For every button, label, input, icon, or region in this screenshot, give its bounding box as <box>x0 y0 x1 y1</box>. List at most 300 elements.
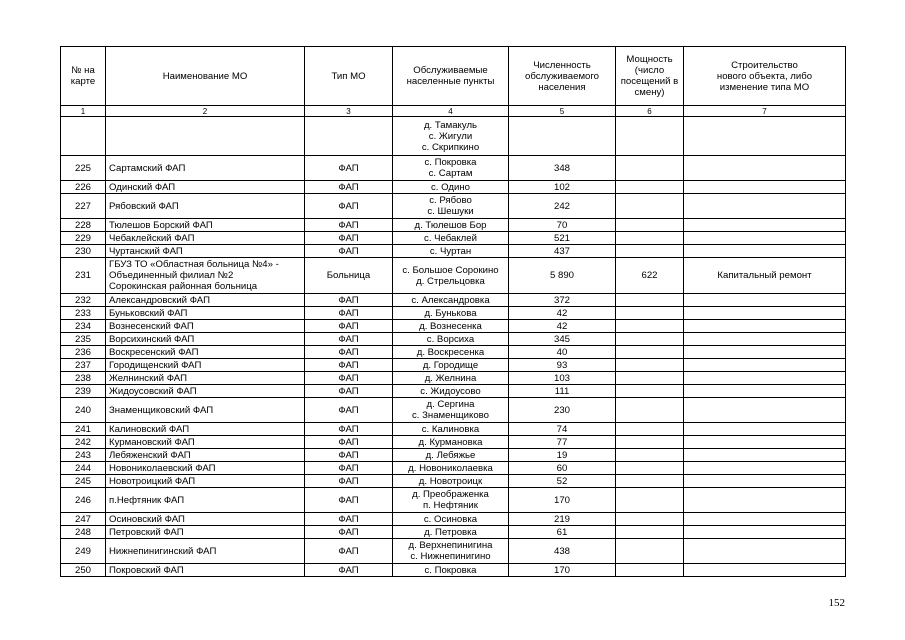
map-number-cell: 237 <box>61 359 106 372</box>
table-row <box>61 385 846 398</box>
table-row <box>61 359 846 372</box>
table-row <box>61 333 846 346</box>
settlements-cell <box>393 258 509 294</box>
settlements-cell <box>393 320 509 333</box>
map-number-cell: 225 <box>61 156 106 181</box>
cell-line: с. Александровка <box>411 294 490 306</box>
capacity-cell <box>616 372 684 385</box>
cell-line: Городищенский ФАП <box>109 359 202 371</box>
facility-name-cell <box>106 462 305 475</box>
facility-type-cell: ФАП <box>305 232 393 245</box>
table-row <box>61 181 846 194</box>
table-row <box>61 513 846 526</box>
map-number-cell: 236 <box>61 346 106 359</box>
table-row <box>61 294 846 307</box>
capacity-cell <box>616 232 684 245</box>
facility-type-cell: ФАП <box>305 526 393 539</box>
facility-name-cell <box>106 423 305 436</box>
cell-line: Буньковский ФАП <box>109 307 188 319</box>
cell-line: Объединенный филиал №2 <box>109 270 234 281</box>
table-row <box>61 564 846 577</box>
population-cell: 40 <box>509 346 616 359</box>
cell-line: с. Одино <box>431 181 470 193</box>
facility-type-cell: ФАП <box>305 320 393 333</box>
cell-line: д. Вознесенка <box>419 320 482 332</box>
capacity-cell: 622 <box>616 258 684 294</box>
header-cell <box>616 47 684 106</box>
map-number-cell: 246 <box>61 488 106 513</box>
construction-cell <box>684 346 846 359</box>
population-cell: 219 <box>509 513 616 526</box>
settlements-cell <box>393 232 509 245</box>
map-number-cell: 235 <box>61 333 106 346</box>
capacity-cell <box>616 307 684 320</box>
capacity-cell <box>616 359 684 372</box>
population-cell: 70 <box>509 219 616 232</box>
header-cell <box>684 47 846 106</box>
cell-line: изменение типа МО <box>719 81 810 93</box>
map-number-cell: 230 <box>61 245 106 258</box>
facility-type-cell: ФАП <box>305 219 393 232</box>
table-row <box>61 462 846 475</box>
cell-line: с. Покровка <box>424 564 477 576</box>
cell-line: с. Сартам <box>428 168 473 179</box>
cell-line: Петровский ФАП <box>109 526 184 538</box>
facility-name-cell <box>106 513 305 526</box>
facility-name-cell <box>106 475 305 488</box>
capacity-cell <box>616 436 684 449</box>
facility-name-cell <box>106 245 305 258</box>
map-number-cell: 250 <box>61 564 106 577</box>
facility-name-cell <box>106 181 305 194</box>
cell-line: Мощность <box>626 54 673 65</box>
facility-type-cell: ФАП <box>305 475 393 488</box>
cell-line: с. Знаменщиково <box>411 410 489 421</box>
population-cell: 437 <box>509 245 616 258</box>
cell-line: карте <box>70 76 96 87</box>
capacity-cell <box>616 539 684 564</box>
facility-name-cell <box>106 232 305 245</box>
map-number-cell: 234 <box>61 320 106 333</box>
cell-line: с. Рябово <box>429 195 472 206</box>
facility-name-cell <box>106 333 305 346</box>
map-number-cell: 233 <box>61 307 106 320</box>
facility-name-cell <box>106 320 305 333</box>
cell-line: Воскресенский ФАП <box>109 346 199 358</box>
construction-cell <box>684 294 846 307</box>
capacity-cell <box>616 181 684 194</box>
facilities-table <box>60 46 846 577</box>
header-cell <box>509 47 616 106</box>
cell-line: д. Стрельцовка <box>416 275 485 287</box>
population-cell: 111 <box>509 385 616 398</box>
settlements-cell <box>393 462 509 475</box>
capacity-cell <box>616 320 684 333</box>
header-cell <box>305 47 393 106</box>
facility-name-cell <box>106 539 305 564</box>
facility-type-cell: ФАП <box>305 294 393 307</box>
construction-cell: Капитальный ремонт <box>684 258 846 294</box>
map-number-cell: 238 <box>61 372 106 385</box>
settlements-cell <box>393 156 509 181</box>
population-cell: 60 <box>509 462 616 475</box>
table-cell <box>106 117 305 156</box>
facility-type-cell: ФАП <box>305 449 393 462</box>
map-number-cell: 226 <box>61 181 106 194</box>
table-row <box>61 488 846 513</box>
cell-line: Тюлешов Борский ФАП <box>109 219 213 231</box>
header-cell <box>393 47 509 106</box>
column-number: 5 <box>509 106 616 117</box>
population-cell: 5 890 <box>509 258 616 294</box>
cell-line: Чуртанский ФАП <box>109 245 183 257</box>
facility-type-cell: ФАП <box>305 346 393 359</box>
construction-cell <box>684 513 846 526</box>
population-cell: 170 <box>509 564 616 577</box>
table-row <box>61 526 846 539</box>
facility-type-cell: ФАП <box>305 423 393 436</box>
cell-line: ГБУЗ ТО «Областная больница №4» - <box>109 259 279 270</box>
construction-cell <box>684 488 846 513</box>
column-number: 1 <box>61 106 106 117</box>
map-number-cell: 243 <box>61 449 106 462</box>
construction-cell <box>684 398 846 423</box>
facility-name-cell <box>106 526 305 539</box>
capacity-cell <box>616 219 684 232</box>
construction-cell <box>684 449 846 462</box>
table-row <box>61 436 846 449</box>
cell-line: Александровский ФАП <box>109 294 210 306</box>
capacity-cell <box>616 475 684 488</box>
settlements-cell <box>393 539 509 564</box>
column-number: 6 <box>616 106 684 117</box>
settlements-cell <box>393 359 509 372</box>
cell-line: Новотроицкий ФАП <box>109 475 196 487</box>
cell-line: смену) <box>634 87 665 98</box>
population-cell: 170 <box>509 488 616 513</box>
table-row <box>61 475 846 488</box>
settlements-cell <box>393 564 509 577</box>
cell-line: обслуживаемого <box>524 70 599 82</box>
table-cell <box>684 117 846 156</box>
cell-line: нового объекта, либо <box>716 70 813 82</box>
facility-type-cell: ФАП <box>305 156 393 181</box>
table-row <box>61 194 846 219</box>
facility-type-cell: ФАП <box>305 436 393 449</box>
settlements-cell <box>393 385 509 398</box>
population-cell: 93 <box>509 359 616 372</box>
header-cell <box>106 47 305 106</box>
column-number: 2 <box>106 106 305 117</box>
construction-cell <box>684 372 846 385</box>
header-row <box>61 47 846 106</box>
column-number: 3 <box>305 106 393 117</box>
facility-type-cell: ФАП <box>305 194 393 219</box>
facility-name-cell <box>106 359 305 372</box>
cell-line: Вознесенский ФАП <box>109 320 194 332</box>
population-cell: 103 <box>509 372 616 385</box>
facility-name-cell <box>106 564 305 577</box>
cell-line: Лебяженский ФАП <box>109 449 191 461</box>
facility-name-cell <box>106 294 305 307</box>
map-number-cell: 227 <box>61 194 106 219</box>
facility-type-cell: Больница <box>305 258 393 294</box>
population-cell: 230 <box>509 398 616 423</box>
construction-cell <box>684 385 846 398</box>
population-cell: 42 <box>509 307 616 320</box>
construction-cell <box>684 359 846 372</box>
map-number-cell: 229 <box>61 232 106 245</box>
construction-cell <box>684 307 846 320</box>
population-cell: 521 <box>509 232 616 245</box>
construction-cell <box>684 156 846 181</box>
table-cell <box>616 117 684 156</box>
facility-name-cell <box>106 449 305 462</box>
cell-line: д. Тамакуль <box>423 119 478 131</box>
cell-line: с. Нижнепинигино <box>410 551 491 562</box>
facility-name-cell <box>106 258 305 294</box>
cell-line: Покровский ФАП <box>109 564 184 576</box>
cell-line: Наименование МО <box>162 70 248 82</box>
table-row <box>61 307 846 320</box>
settlements-cell <box>393 219 509 232</box>
facility-type-cell: ФАП <box>305 245 393 258</box>
cell-line: с. Ворсиха <box>426 333 475 345</box>
facility-name-cell <box>106 346 305 359</box>
table-row <box>61 258 846 294</box>
cell-line: Строительство <box>731 59 798 71</box>
cell-line: с. Скрипкино <box>421 141 480 153</box>
facility-name-cell <box>106 219 305 232</box>
facility-type-cell: ФАП <box>305 333 393 346</box>
cell-line: Обслуживаемые <box>413 65 488 76</box>
cell-line: д. Новотроицк <box>418 475 483 487</box>
construction-cell <box>684 423 846 436</box>
construction-cell <box>684 219 846 232</box>
capacity-cell <box>616 449 684 462</box>
population-cell: 102 <box>509 181 616 194</box>
construction-cell <box>684 564 846 577</box>
facility-type-cell: ФАП <box>305 359 393 372</box>
cell-line: д. Курмановка <box>418 436 483 448</box>
capacity-cell <box>616 423 684 436</box>
cell-line: населенные пункты <box>406 76 495 87</box>
settlements-cell <box>393 307 509 320</box>
construction-cell <box>684 462 846 475</box>
facility-name-cell <box>106 488 305 513</box>
facility-type-cell: ФАП <box>305 181 393 194</box>
map-number-cell: 245 <box>61 475 106 488</box>
map-number-cell: 231 <box>61 258 106 294</box>
construction-cell <box>684 320 846 333</box>
cell-line: (число <box>634 65 665 76</box>
construction-cell <box>684 333 846 346</box>
cell-line: Жидоусовский ФАП <box>109 385 197 397</box>
table-row <box>61 320 846 333</box>
cell-line: с. Чебаклей <box>424 232 477 244</box>
table-row <box>61 245 846 258</box>
map-number-cell: 248 <box>61 526 106 539</box>
cell-line: Сорокинская районная больница <box>109 281 258 292</box>
facility-type-cell: ФАП <box>305 539 393 564</box>
settlements-cell <box>393 449 509 462</box>
cell-line: д. Петровка <box>424 526 477 538</box>
capacity-cell <box>616 398 684 423</box>
population-cell: 242 <box>509 194 616 219</box>
settlements-cell <box>393 346 509 359</box>
cell-line: д. Верхнепинигина <box>408 540 493 551</box>
map-number-cell: 244 <box>61 462 106 475</box>
facility-type-cell: ФАП <box>305 513 393 526</box>
settlements-cell <box>393 423 509 436</box>
settlements-cell <box>393 436 509 449</box>
table-row <box>61 539 846 564</box>
cell-line: п. Нефтяник <box>423 500 478 511</box>
settlements-cell <box>393 513 509 526</box>
capacity-cell <box>616 333 684 346</box>
settlements-cell <box>393 398 509 423</box>
cell-line: с. Чуртан <box>429 245 472 257</box>
table-row <box>61 372 846 385</box>
table-body <box>61 117 846 577</box>
capacity-cell <box>616 513 684 526</box>
settlements-cell <box>393 488 509 513</box>
cell-line: д. Воскресенка <box>416 346 485 358</box>
cell-line: посещений в <box>620 76 679 87</box>
cell-line: д. Желнина <box>424 372 477 384</box>
population-cell: 372 <box>509 294 616 307</box>
cell-line: д. Преображенка <box>412 489 489 500</box>
table-row <box>61 232 846 245</box>
cell-line: Одинский ФАП <box>109 181 176 193</box>
facility-name-cell <box>106 398 305 423</box>
capacity-cell <box>616 194 684 219</box>
cell-line: Курмановский ФАП <box>109 436 195 448</box>
continuation-row <box>61 117 846 156</box>
construction-cell <box>684 539 846 564</box>
construction-cell <box>684 245 846 258</box>
cell-line: с. Жидоусово <box>420 385 481 397</box>
settlements-cell <box>393 526 509 539</box>
cell-line: Сартамский ФАП <box>109 162 186 174</box>
capacity-cell <box>616 346 684 359</box>
population-cell: 74 <box>509 423 616 436</box>
table-cell <box>305 117 393 156</box>
cell-line: № на <box>71 65 95 76</box>
cell-line: с. Осиновка <box>423 513 478 525</box>
construction-cell <box>684 194 846 219</box>
population-cell: 42 <box>509 320 616 333</box>
capacity-cell <box>616 462 684 475</box>
cell-line: Новониколаевский ФАП <box>109 462 216 474</box>
map-number-cell: 232 <box>61 294 106 307</box>
cell-line: д. Сергина <box>426 399 475 410</box>
cell-line: с. Калиновка <box>421 423 480 435</box>
facility-type-cell: ФАП <box>305 307 393 320</box>
facility-name-cell <box>106 194 305 219</box>
construction-cell <box>684 526 846 539</box>
facility-name-cell <box>106 436 305 449</box>
cell-line: д. Городище <box>422 359 479 371</box>
capacity-cell <box>616 294 684 307</box>
capacity-cell <box>616 245 684 258</box>
settlements-cell <box>393 372 509 385</box>
settlements-cell <box>393 245 509 258</box>
column-number-row <box>61 106 846 117</box>
map-number-cell: 242 <box>61 436 106 449</box>
cell-line: Ворсихинский ФАП <box>109 333 195 345</box>
column-number: 7 <box>684 106 846 117</box>
table-row <box>61 423 846 436</box>
facility-type-cell: ФАП <box>305 398 393 423</box>
cell-line: Калиновский ФАП <box>109 423 190 435</box>
cell-line: Нижнепинигинский ФАП <box>109 545 217 557</box>
settlements-cell <box>393 181 509 194</box>
facility-name-cell <box>106 307 305 320</box>
table-cell <box>61 117 106 156</box>
table-row <box>61 346 846 359</box>
header-cell <box>61 47 106 106</box>
cell-line: с. Жигули <box>428 130 473 142</box>
population-cell: 345 <box>509 333 616 346</box>
table-cell <box>393 117 509 156</box>
cell-line: Тип МО <box>331 70 366 82</box>
facility-type-cell: ФАП <box>305 385 393 398</box>
cell-line: Желнинский ФАП <box>109 372 187 384</box>
table-cell <box>509 117 616 156</box>
facility-type-cell: ФАП <box>305 488 393 513</box>
settlements-cell <box>393 333 509 346</box>
facility-type-cell: ФАП <box>305 372 393 385</box>
cell-line: Осиновский ФАП <box>109 513 185 525</box>
settlements-cell <box>393 194 509 219</box>
population-cell: 438 <box>509 539 616 564</box>
population-cell: 52 <box>509 475 616 488</box>
capacity-cell <box>616 564 684 577</box>
map-number-cell: 239 <box>61 385 106 398</box>
table-row <box>61 156 846 181</box>
construction-cell <box>684 181 846 194</box>
table-row <box>61 219 846 232</box>
facility-name-cell <box>106 156 305 181</box>
table-row <box>61 449 846 462</box>
construction-cell <box>684 232 846 245</box>
map-number-cell: 241 <box>61 423 106 436</box>
cell-line: с. Покровка <box>424 157 477 168</box>
facility-type-cell: ФАП <box>305 564 393 577</box>
table-row <box>61 398 846 423</box>
settlements-cell <box>393 294 509 307</box>
construction-cell <box>684 436 846 449</box>
population-cell: 348 <box>509 156 616 181</box>
settlements-cell <box>393 475 509 488</box>
population-cell: 77 <box>509 436 616 449</box>
cell-line: д. Тюлешов Бор <box>414 219 487 231</box>
cell-line: населения <box>538 81 586 93</box>
cell-line: с. Шешуки <box>427 206 474 217</box>
capacity-cell <box>616 385 684 398</box>
cell-line: д. Бунькова <box>424 307 477 319</box>
cell-line: Чебаклейский ФАП <box>109 232 195 244</box>
cell-line: д. Новониколаевка <box>408 462 493 474</box>
facility-name-cell <box>106 385 305 398</box>
construction-cell <box>684 475 846 488</box>
page-number: 152 <box>828 597 845 609</box>
cell-line: Рябовский ФАП <box>109 200 179 212</box>
population-cell: 61 <box>509 526 616 539</box>
cell-line: д. Лебяжье <box>425 449 476 461</box>
cell-line: с. Большое Сорокино <box>402 264 499 276</box>
